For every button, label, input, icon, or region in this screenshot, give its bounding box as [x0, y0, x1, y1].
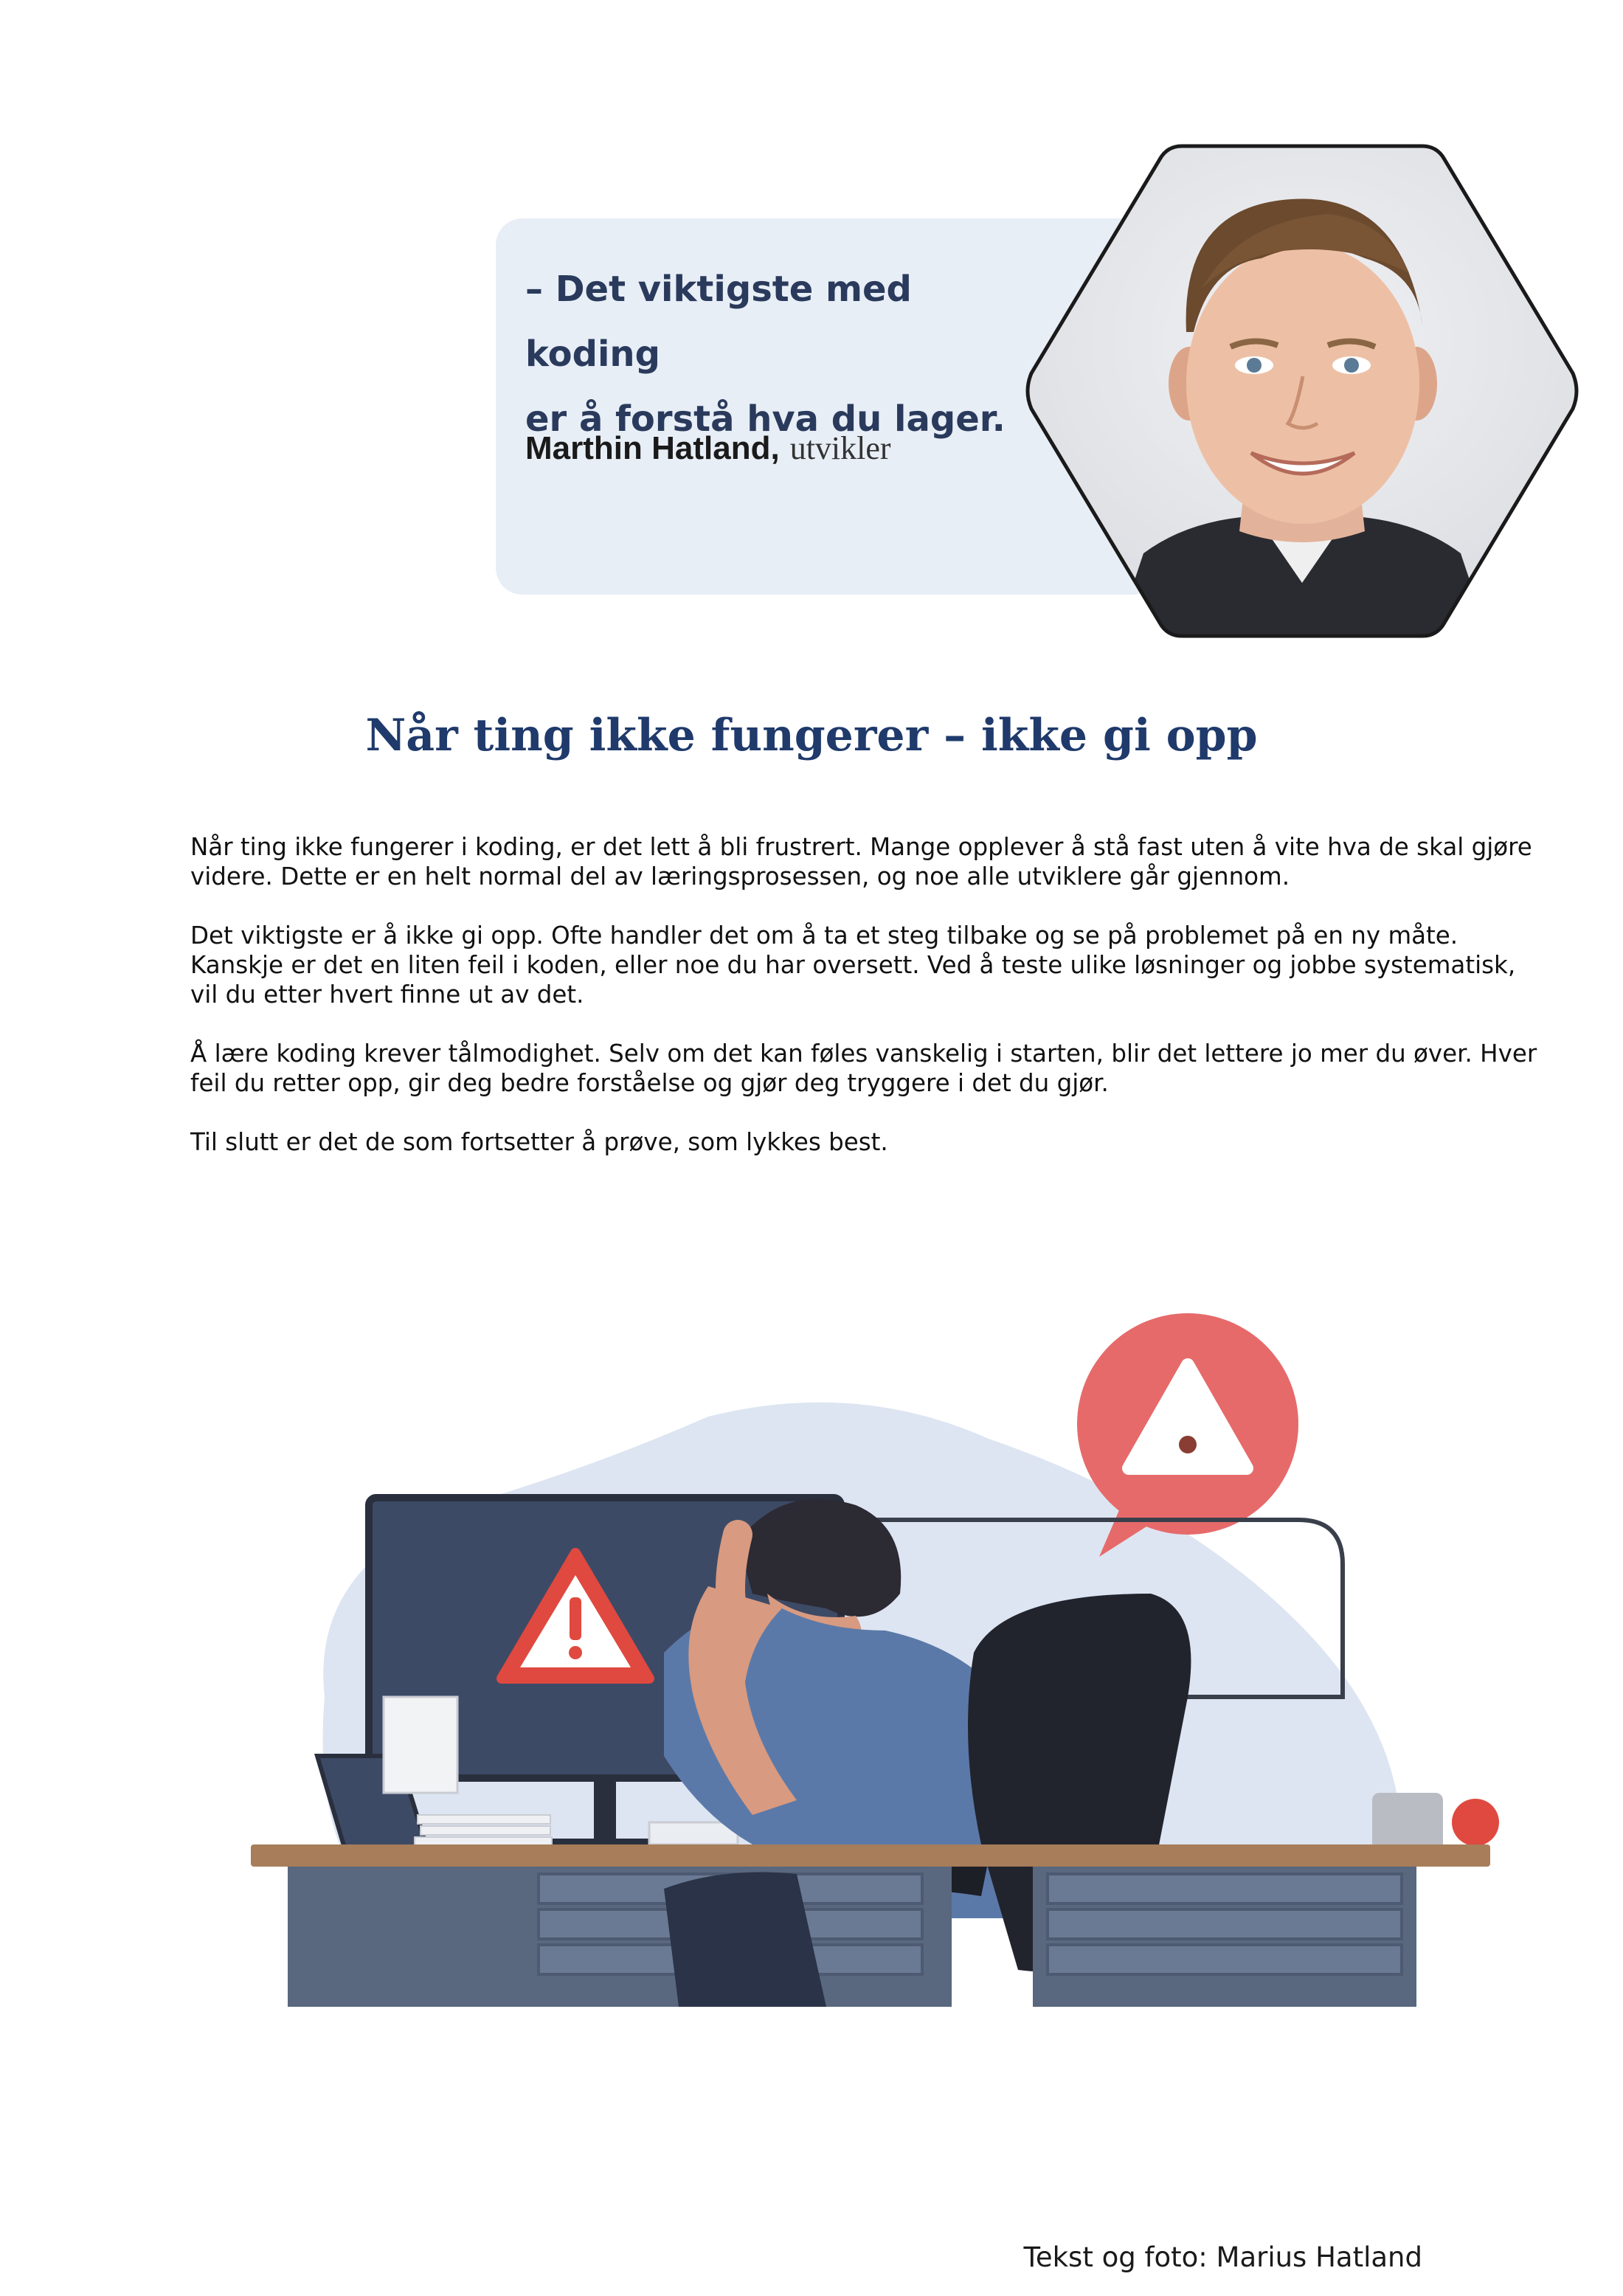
article-body — [190, 832, 1548, 1186]
article-paragraph: Når ting ikke fungerer i koding, er det lett å bli frustrert. Mange opplever å stå fast uten å vite hva de skal gjøre videre. Dette er en helt normal del av læringsprosessen, og noe alle utviklere går gjennom. — [190, 833, 1532, 891]
photo-credit: Tekst og foto: Marius Hatland — [1023, 2241, 1422, 2273]
pull-quote — [525, 257, 1056, 452]
quote-author-name: Marthin Hatland, — [525, 430, 780, 466]
article-paragraph: Å lære koding krever tålmodighet. Selv om det kan føles vanskelig i starten, blir det lettere jo mer du øver. Hver feil du retter opp, gir deg bedre forståelse og gjør deg tryggere i det du gjør. — [190, 1040, 1537, 1097]
article-headline: Når ting ikke fungerer – ikke gi opp — [365, 710, 1258, 761]
pull-quote-line-1: – Det viktigste med koding — [525, 269, 912, 375]
quote-attribution — [525, 429, 891, 467]
frustrated-developer-illustration — [221, 1284, 1505, 2014]
quote-author-role: utvikler — [789, 430, 891, 466]
article-paragraph: Det viktigste er å ikke gi opp. Ofte handler det om å ta et steg tilbake og se på problemet på en ny måte. Kanskje er det en liten feil i koden, eller noe du har oversett. Ved å teste ulike løsninger og jobbe systematisk, vil du etter hvert finne ut av det. — [190, 921, 1516, 1009]
pull-quote-line-2: er å forstå hva du lager. — [525, 398, 1006, 440]
article-paragraph: Til slutt er det de som fortsetter å prøve, som lykkes best. — [190, 1128, 888, 1156]
author-portrait — [1018, 140, 1586, 642]
